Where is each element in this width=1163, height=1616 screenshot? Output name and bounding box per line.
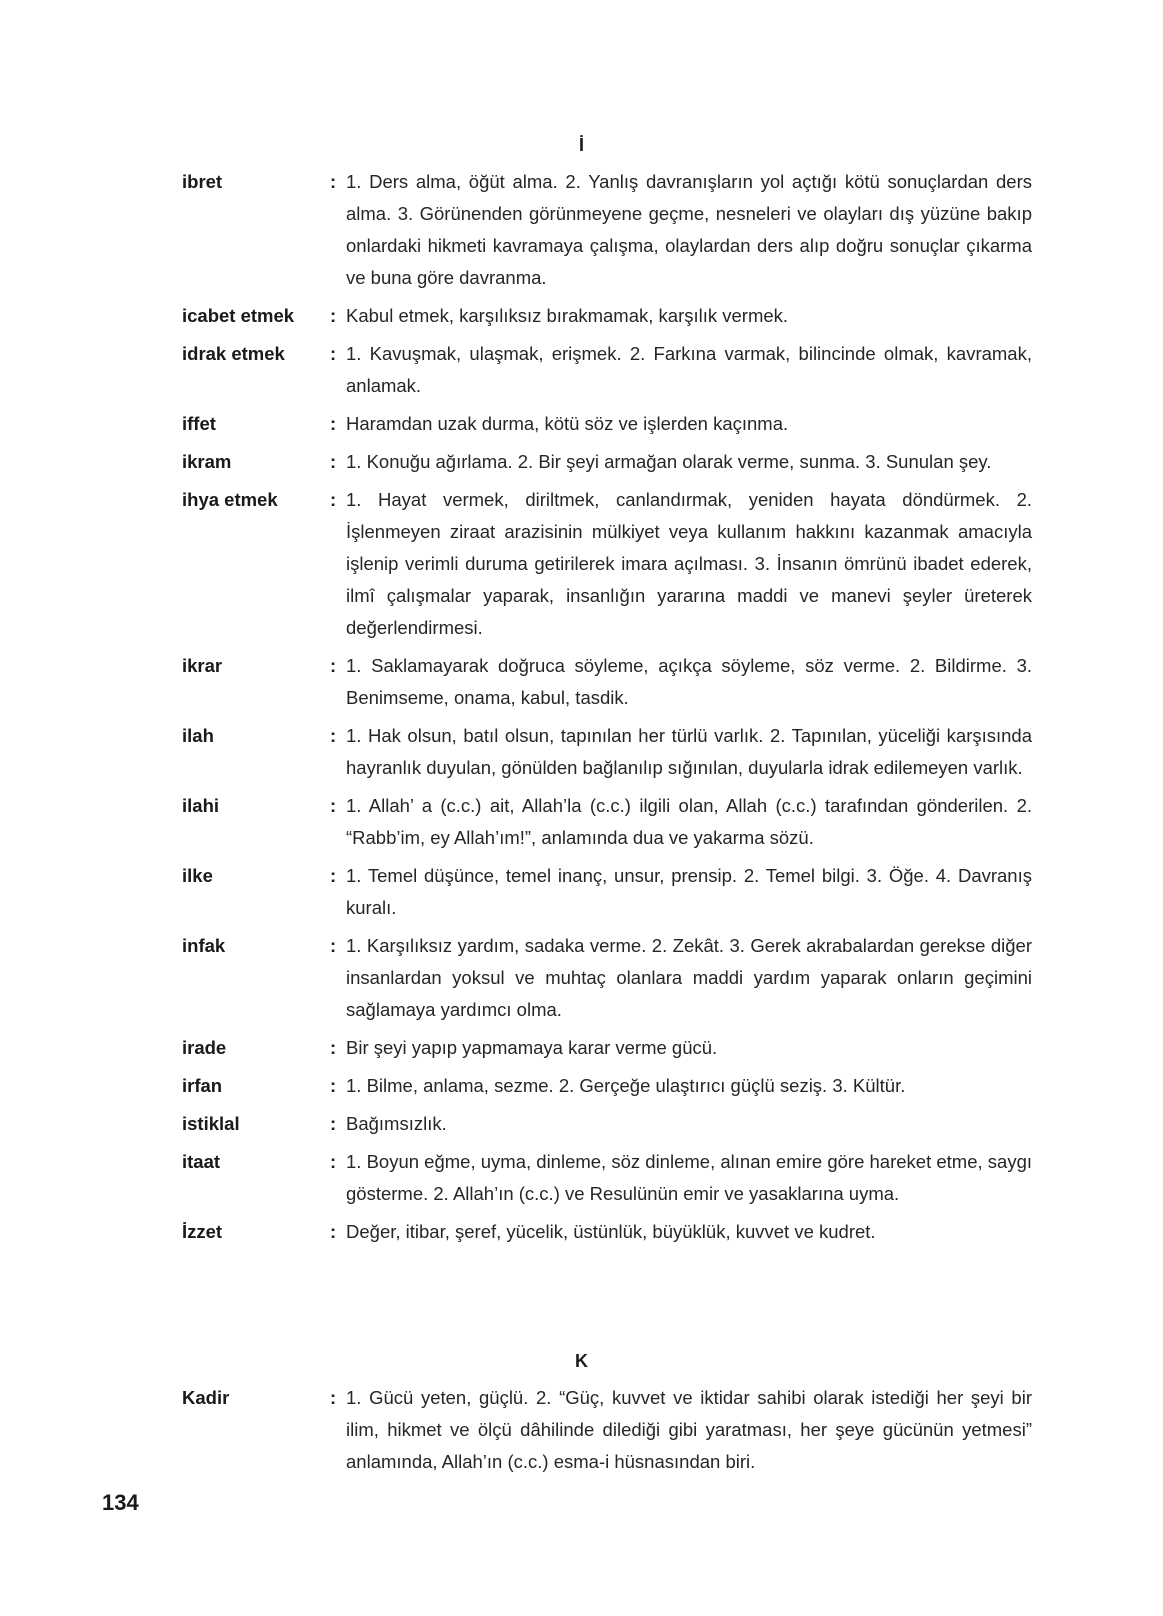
entry-term: idrak etmek bbox=[182, 343, 285, 364]
glossary-entry bbox=[182, 1108, 1032, 1140]
glossary-entry bbox=[182, 166, 1032, 294]
glossary-entry bbox=[182, 484, 1032, 644]
entry-definition: 1. Saklamayarak doğruca söyleme, açıkça söyleme, söz verme. 2. Bildirme. 3. Benimseme, onama, kabul, tasdik. bbox=[346, 655, 1032, 708]
entry-definition: 1. Temel düşünce, temel inanç, unsur, prensip. 2. Temel bilgi. 3. Öğe. 4. Davranış kuralı. bbox=[346, 865, 1032, 918]
glossary-entry bbox=[182, 1032, 1032, 1064]
glossary-entry bbox=[182, 1070, 1032, 1102]
entry-colon: : bbox=[330, 451, 337, 472]
glossary-entry bbox=[182, 1216, 1032, 1248]
entry-colon: : bbox=[330, 413, 337, 434]
section-letter-heading: K bbox=[575, 1351, 588, 1371]
entry-term: irade bbox=[182, 1037, 227, 1058]
entry-definition: 1. Karşılıksız yardım, sadaka verme. 2. Zekât. 3. Gerek akrabalardan gerekse diğer insanlardan yoksul ve muhtaç olanlara maddi yardım yaparak onların geçimini sağlamaya yardımcı olma. bbox=[346, 935, 1032, 1020]
glossary-section-k bbox=[182, 1382, 1032, 1484]
entry-term: ikrar bbox=[182, 655, 223, 676]
glossary-entry bbox=[182, 300, 1032, 332]
glossary-entry bbox=[182, 720, 1032, 784]
entry-colon: : bbox=[330, 795, 337, 816]
entry-term: ilke bbox=[182, 865, 213, 886]
entry-colon: : bbox=[330, 1221, 337, 1242]
page-number: 134 bbox=[102, 1490, 139, 1515]
glossary-section-i bbox=[182, 166, 1032, 1254]
glossary-entry bbox=[182, 1382, 1032, 1478]
entry-term: infak bbox=[182, 935, 226, 956]
entry-term: itaat bbox=[182, 1151, 221, 1172]
entry-term: İzzet bbox=[182, 1221, 223, 1242]
entry-colon: : bbox=[330, 343, 337, 364]
entry-term: ilahi bbox=[182, 795, 220, 816]
entry-colon: : bbox=[330, 865, 337, 886]
entry-term: iffet bbox=[182, 413, 216, 434]
entry-colon: : bbox=[330, 1037, 337, 1058]
entry-colon: : bbox=[330, 935, 337, 956]
entry-colon: : bbox=[330, 655, 337, 676]
glossary-entry bbox=[182, 446, 1032, 478]
entry-definition: 1. Kavuşmak, ulaşmak, erişmek. 2. Farkına varmak, bilincinde olmak, kavramak, anlamak. bbox=[346, 343, 1032, 396]
glossary-entry bbox=[182, 650, 1032, 714]
entry-term: ilah bbox=[182, 725, 214, 746]
entry-colon: : bbox=[330, 1113, 337, 1134]
entry-colon: : bbox=[330, 1387, 337, 1408]
entry-colon: : bbox=[330, 305, 337, 326]
entry-definition: Bir şeyi yapıp yapmamaya karar verme gücü. bbox=[346, 1037, 718, 1058]
entry-definition: 1. Konuğu ağırlama. 2. Bir şeyi armağan olarak verme, sunma. 3. Sunulan şey. bbox=[346, 451, 992, 472]
entry-definition: 1. Gücü yeten, güçlü. 2. “Güç, kuvvet ve iktidar sahibi olarak istediği her şeyi bir ilim, hikmet ve ölçü dâhilinde dilediği gibi yaratması, her şeye gücünün yetmesi” anlamında, Allah’ın (c.c.) esma-i hüsnasından biri. bbox=[346, 1387, 1032, 1472]
entry-definition: 1. Hak olsun, batıl olsun, tapınılan her türlü varlık. 2. Tapınılan, yüceliği karşısında hayranlık duyulan, gönülden bağlanılıp sığınılan, duyularla idrak edilemeyen varlık. bbox=[346, 725, 1032, 778]
entry-term: ibret bbox=[182, 171, 223, 192]
entry-definition: 1. Bilme, anlama, sezme. 2. Gerçeğe ulaştırıcı güçlü seziş. 3. Kültür. bbox=[346, 1075, 906, 1096]
section-letter-heading: İ bbox=[578, 135, 584, 155]
glossary-entry bbox=[182, 338, 1032, 402]
glossary-entry bbox=[182, 860, 1032, 924]
entry-definition: Bağımsızlık. bbox=[346, 1113, 447, 1134]
glossary-entry bbox=[182, 1146, 1032, 1210]
entry-term: irfan bbox=[182, 1075, 223, 1096]
entry-definition: Haramdan uzak durma, kötü söz ve işlerden kaçınma. bbox=[346, 413, 789, 434]
entry-definition: 1. Hayat vermek, diriltmek, canlandırmak, yeniden hayata döndürmek. 2. İşlenmeyen ziraat arazisinin mülkiyet veya kullanım hakkını kazanmak amacıyla işlenip verimli duruma getirilerek imara açılması. 3. İnsanın ömrünü ibadet ederek, ilmî çalışmalar yaparak, insanlığın yararına maddi ve manevi şeyler üreterek değerlendirmesi. bbox=[346, 489, 1032, 638]
entry-term: ikram bbox=[182, 451, 232, 472]
entry-definition: 1. Allah’ a (c.c.) ait, Allah’la (c.c.) ilgili olan, Allah (c.c.) tarafından gönderilen. 2. “Rabb’im, ey Allah’ım!”, anlamında dua ve yakarma sözü. bbox=[346, 795, 1032, 848]
entry-colon: : bbox=[330, 1151, 337, 1172]
entry-colon: : bbox=[330, 489, 337, 510]
entry-colon: : bbox=[330, 171, 337, 192]
entry-definition: Değer, itibar, şeref, yücelik, üstünlük, büyüklük, kuvvet ve kudret. bbox=[346, 1221, 876, 1242]
entry-colon: : bbox=[330, 1075, 337, 1096]
entry-definition: 1. Boyun eğme, uyma, dinleme, söz dinleme, alınan emire göre hareket etme, saygı gösterme. 2. Allah’ın (c.c.) ve Resulünün emir ve yasaklarına uyma. bbox=[346, 1151, 1032, 1204]
entry-colon: : bbox=[330, 725, 337, 746]
glossary-entry bbox=[182, 790, 1032, 854]
glossary-entry bbox=[182, 930, 1032, 1026]
entry-term: ihya etmek bbox=[182, 489, 278, 510]
entry-definition: 1. Ders alma, öğüt alma. 2. Yanlış davranışların yol açtığı kötü sonuçlardan ders alma. 3. Görünenden görünmeyene geçme, nesneleri ve olayları dış yüzüne bakıp onlardaki hikmeti kavramaya çalışma, olaylardan ders alıp doğru sonuçlar çıkarma ve buna göre davranma. bbox=[346, 171, 1032, 288]
glossary-entry bbox=[182, 408, 1032, 440]
entry-definition: Kabul etmek, karşılıksız bırakmamak, karşılık vermek. bbox=[346, 305, 789, 326]
entry-term: istiklal bbox=[182, 1113, 240, 1134]
entry-term: icabet etmek bbox=[182, 305, 295, 326]
entry-term: Kadir bbox=[182, 1387, 230, 1408]
